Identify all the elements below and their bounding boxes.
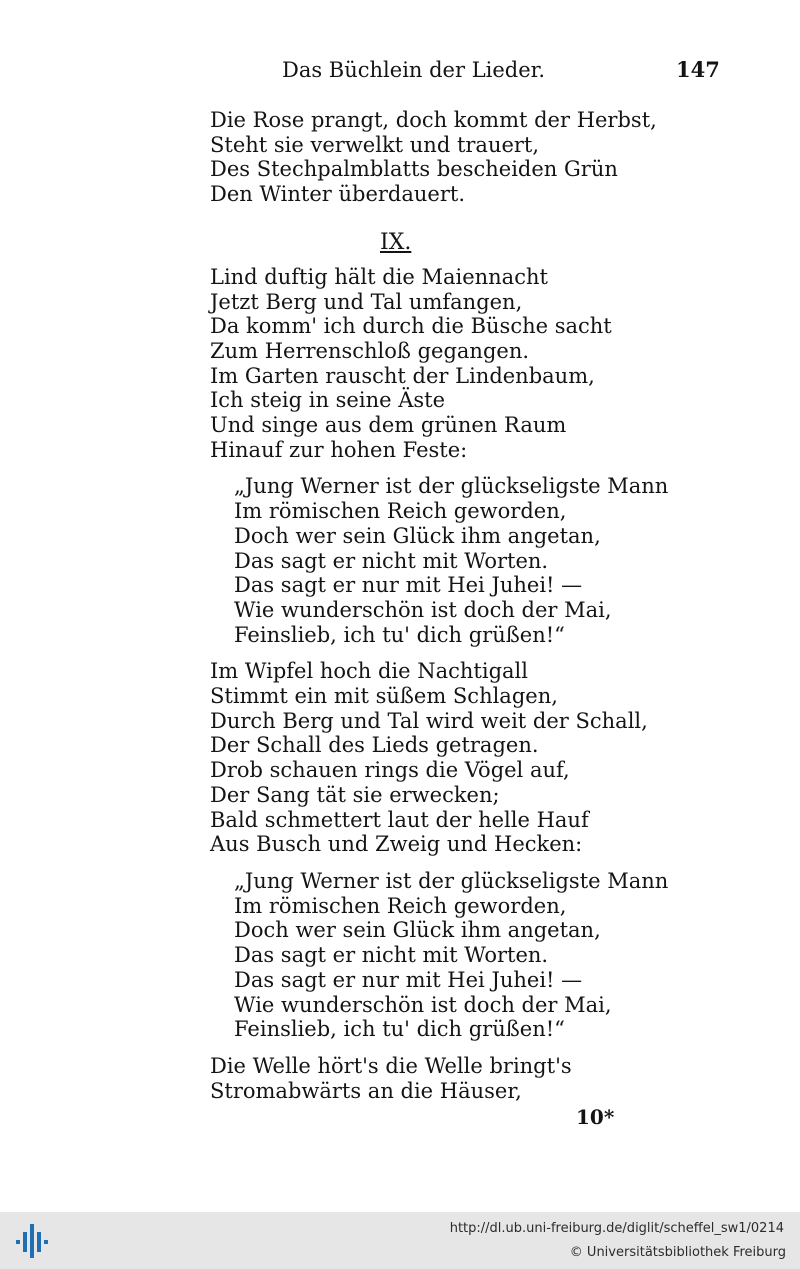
verse-line: Da komm' ich durch die Büsche sacht — [210, 314, 612, 339]
verse-line: Die Rose prangt, doch kommt der Herbst, — [210, 108, 657, 132]
verse-line: Zum Herrenschloß gegangen. — [210, 338, 530, 363]
signature-mark: 10* — [576, 1105, 615, 1129]
verse-line: Das sagt er nicht mit Worten. — [234, 943, 549, 968]
verse-line: Doch wer sein Glück ihm angetan, — [234, 918, 601, 943]
verse-line: Wie wunderschön ist doch der Mai, — [234, 992, 612, 1017]
poem — [210, 108, 680, 1103]
verse-line: Im Garten rauscht der Lindenbaum, — [210, 363, 595, 388]
verse-line: Stromabwärts an die Häuser, — [210, 1078, 522, 1103]
refrain-2 — [210, 869, 680, 1042]
verse-line: Stimmt ein mit süßem Schlagen, — [210, 684, 558, 709]
verse-line: Jetzt Berg und Tal umfangen, — [210, 289, 523, 314]
stanza-2 — [210, 659, 680, 857]
verse-line: Den Winter überdauert. — [210, 182, 466, 207]
verse-line: Feinslieb, ich tu' dich grüßen!“ — [234, 1017, 565, 1042]
verse-line: Ich steig in seine Äste — [210, 388, 446, 413]
ub-freiburg-logo-icon — [14, 1220, 50, 1262]
verse-line: Der Schall des Lieds getragen. — [210, 733, 539, 758]
verse-line: Lind duftig hält die Maiennacht — [210, 264, 548, 289]
verse-line: Im römischen Reich geworden, — [234, 499, 567, 524]
stanza-1 — [210, 265, 680, 463]
verse-line: „Jung Werner ist der glückseligste Mann — [234, 474, 669, 499]
verse-line: Das sagt er nur mit Hei Juhei! — — [234, 967, 583, 992]
verse-line: Feinslieb, ich tu' dich grüßen!“ — [234, 622, 565, 647]
refrain-1 — [210, 474, 680, 647]
verse-line: Bald schmettert laut der helle Hauf — [210, 807, 589, 832]
verse-line: Und singe aus dem grünen Raum — [210, 413, 567, 438]
page-number: 147 — [676, 57, 720, 82]
verse-line: Das sagt er nicht mit Worten. — [234, 548, 549, 573]
copyright-notice: © Universitätsbibliothek Freiburg — [569, 1245, 786, 1260]
stanza-intro — [210, 108, 680, 207]
verse-line: Doch wer sein Glück ihm angetan, — [234, 523, 601, 548]
verse-line: Die Welle hört's die Welle bringt's — [210, 1053, 572, 1078]
verse-line: Des Stechpalmblatts bescheiden Grün — [210, 157, 618, 182]
verse-line: Im Wipfel hoch die Nachtigall — [210, 659, 528, 684]
running-head — [0, 55, 800, 85]
verse-line: Das sagt er nur mit Hei Juhei! — — [234, 573, 583, 598]
footer-bar — [0, 1212, 800, 1269]
source-url-link[interactable]: http://dl.ub.uni-freiburg.de/diglit/scheffel_sw1/0214 — [449, 1221, 784, 1236]
verse-line: Durch Berg und Tal wird weit der Schall, — [210, 708, 648, 733]
verse-line: Steht sie verwelkt und trauert, — [210, 132, 540, 157]
stanza-3 — [210, 1054, 680, 1103]
section-heading: IX. — [380, 229, 412, 255]
verse-line: Hinauf zur hohen Feste: — [210, 437, 468, 462]
verse-line: Der Sang tät sie erwecken; — [210, 782, 500, 807]
verse-line: Drob schauen rings die Vögel auf, — [210, 758, 570, 783]
running-title: Das Büchlein der Lieder. — [282, 58, 546, 82]
verse-line: Im römischen Reich geworden, — [234, 893, 567, 918]
verse-line: Aus Busch und Zweig und Hecken: — [210, 832, 583, 857]
verse-line: Wie wunderschön ist doch der Mai, — [234, 597, 612, 622]
verse-line: „Jung Werner ist der glückseligste Mann — [234, 868, 669, 893]
